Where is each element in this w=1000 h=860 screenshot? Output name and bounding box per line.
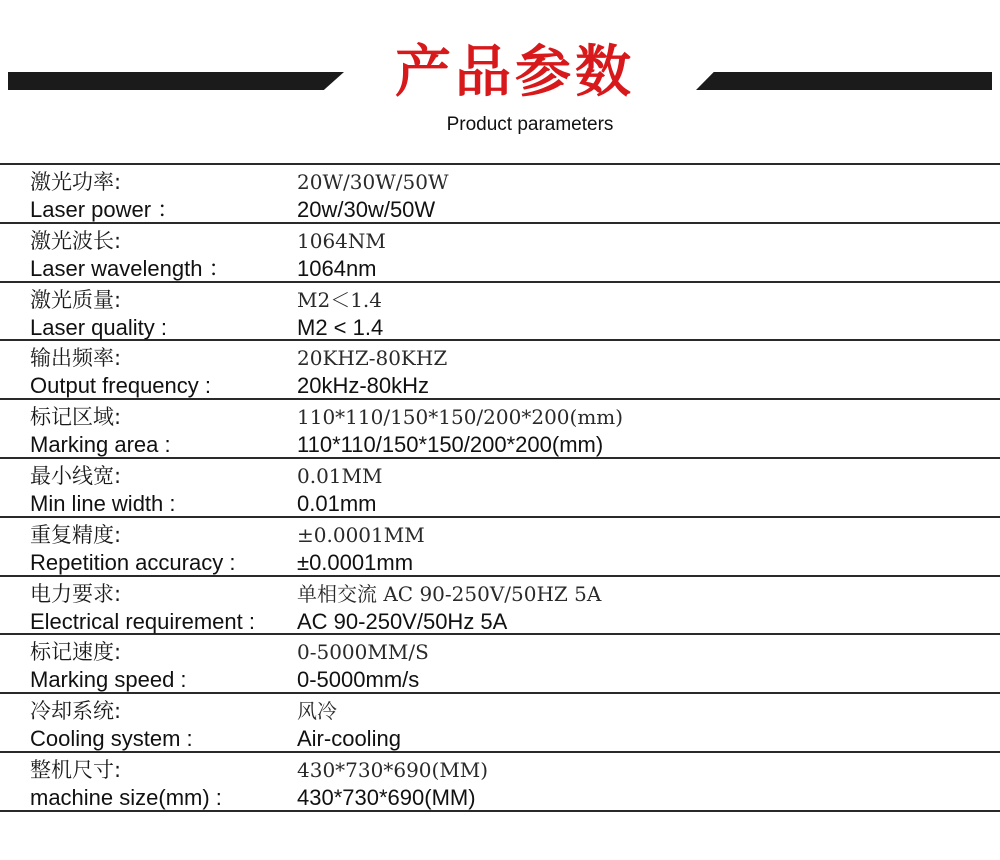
spec-value-chinese: 20KHZ-80KHZ [297, 346, 448, 371]
spec-value-english: 0.01mm [297, 490, 377, 516]
spec-label-english: Marking speed : [30, 667, 187, 693]
spec-value-chinese: 110*110/150*150/200*200(mm) [297, 405, 624, 430]
spec-value-english: 1064nm [297, 255, 377, 281]
spec-value [297, 463, 987, 517]
spec-value-english: 430*730*690(MM) [297, 784, 476, 810]
spec-value-english: ±0.0001mm [297, 549, 414, 575]
spec-label [30, 463, 292, 517]
page-header [0, 0, 1000, 160]
spec-label-english: Output frequency : [30, 373, 211, 399]
spec-value [297, 698, 987, 752]
spec-value [297, 345, 987, 399]
spec-label-chinese: 标记速度: [30, 640, 122, 665]
spec-label [30, 287, 292, 341]
spec-table [0, 163, 1000, 812]
spec-label [30, 404, 292, 458]
spec-value-chinese: 20W/30W/50W [297, 170, 449, 194]
spec-label-chinese: 激光质量: [30, 287, 122, 312]
spec-label-english: Laser quality : [30, 314, 167, 340]
spec-label [30, 639, 292, 693]
spec-value-english: M2 < 1.4 [297, 314, 384, 340]
spec-label-chinese: 冷却系统: [30, 699, 122, 724]
page-title-chinese: 产品参数 [395, 40, 635, 105]
spec-row [0, 283, 1000, 342]
spec-label-chinese: 电力要求: [30, 581, 122, 606]
spec-row [0, 577, 1000, 636]
spec-label-english: machine size(mm) : [30, 784, 222, 810]
spec-value-chinese: 风冷 [297, 699, 337, 724]
spec-value-chinese: 430*730*690(MM) [297, 757, 489, 782]
spec-label [30, 169, 292, 223]
spec-value-chinese: 0-5000MM/S [297, 640, 429, 665]
spec-value [297, 581, 987, 635]
spec-value-chinese: 单相交流 AC 90-250V/50HZ 5A [297, 581, 602, 606]
spec-label-english: Electrical requirement : [30, 608, 255, 634]
spec-label-chinese: 激光功率: [30, 170, 122, 194]
spec-value-english: 110*110/150*150/200*200(mm) [297, 432, 604, 458]
spec-row [0, 518, 1000, 577]
spec-value-english: AC 90-250V/50Hz 5A [297, 608, 508, 634]
spec-label-english: Repetition accuracy : [30, 549, 236, 575]
spec-label [30, 757, 292, 811]
spec-row [0, 224, 1000, 283]
spec-row [0, 459, 1000, 518]
spec-row [0, 400, 1000, 459]
spec-label [30, 345, 292, 399]
spec-label [30, 522, 292, 576]
spec-label-chinese: 整机尺寸: [30, 757, 122, 782]
spec-label-chinese: 激光波长: [30, 228, 122, 253]
spec-label-english: Cooling system : [30, 726, 193, 752]
spec-label-english: Laser wavelength ： [30, 255, 231, 281]
spec-label [30, 581, 292, 635]
spec-value [297, 522, 987, 576]
spec-row [0, 635, 1000, 694]
spec-value [297, 757, 987, 811]
spec-label-chinese: 重复精度: [30, 522, 122, 547]
spec-value-chinese: M2＜1.4 [297, 287, 383, 312]
spec-label-english: Laser power ： [30, 197, 180, 222]
spec-row [0, 341, 1000, 400]
page-title-english: Product parameters [446, 114, 614, 135]
spec-value-english: Air-cooling [297, 726, 401, 752]
spec-value [297, 287, 987, 341]
spec-value-english: 20kHz-80kHz [297, 373, 430, 399]
spec-value [297, 639, 987, 693]
spec-label-chinese: 最小线宽: [30, 463, 122, 488]
spec-value-english: 0-5000mm/s [297, 667, 420, 693]
spec-value-english: 20w/30w/50W [297, 197, 436, 222]
spec-value-chinese: 1064NM [297, 228, 386, 253]
spec-value-chinese: ±0.0001MM [297, 522, 425, 547]
spec-label [30, 698, 292, 752]
spec-label [30, 228, 292, 282]
spec-value [297, 404, 987, 458]
spec-row [0, 753, 1000, 812]
spec-row [0, 165, 1000, 224]
spec-row [0, 694, 1000, 753]
spec-value [297, 169, 987, 223]
spec-label-english: Min line width : [30, 490, 176, 516]
spec-label-chinese: 输出频率: [30, 346, 122, 371]
spec-label-english: Marking area : [30, 432, 171, 458]
spec-label-chinese: 标记区域: [30, 405, 122, 430]
spec-value-chinese: 0.01MM [297, 463, 383, 488]
spec-value [297, 228, 987, 282]
